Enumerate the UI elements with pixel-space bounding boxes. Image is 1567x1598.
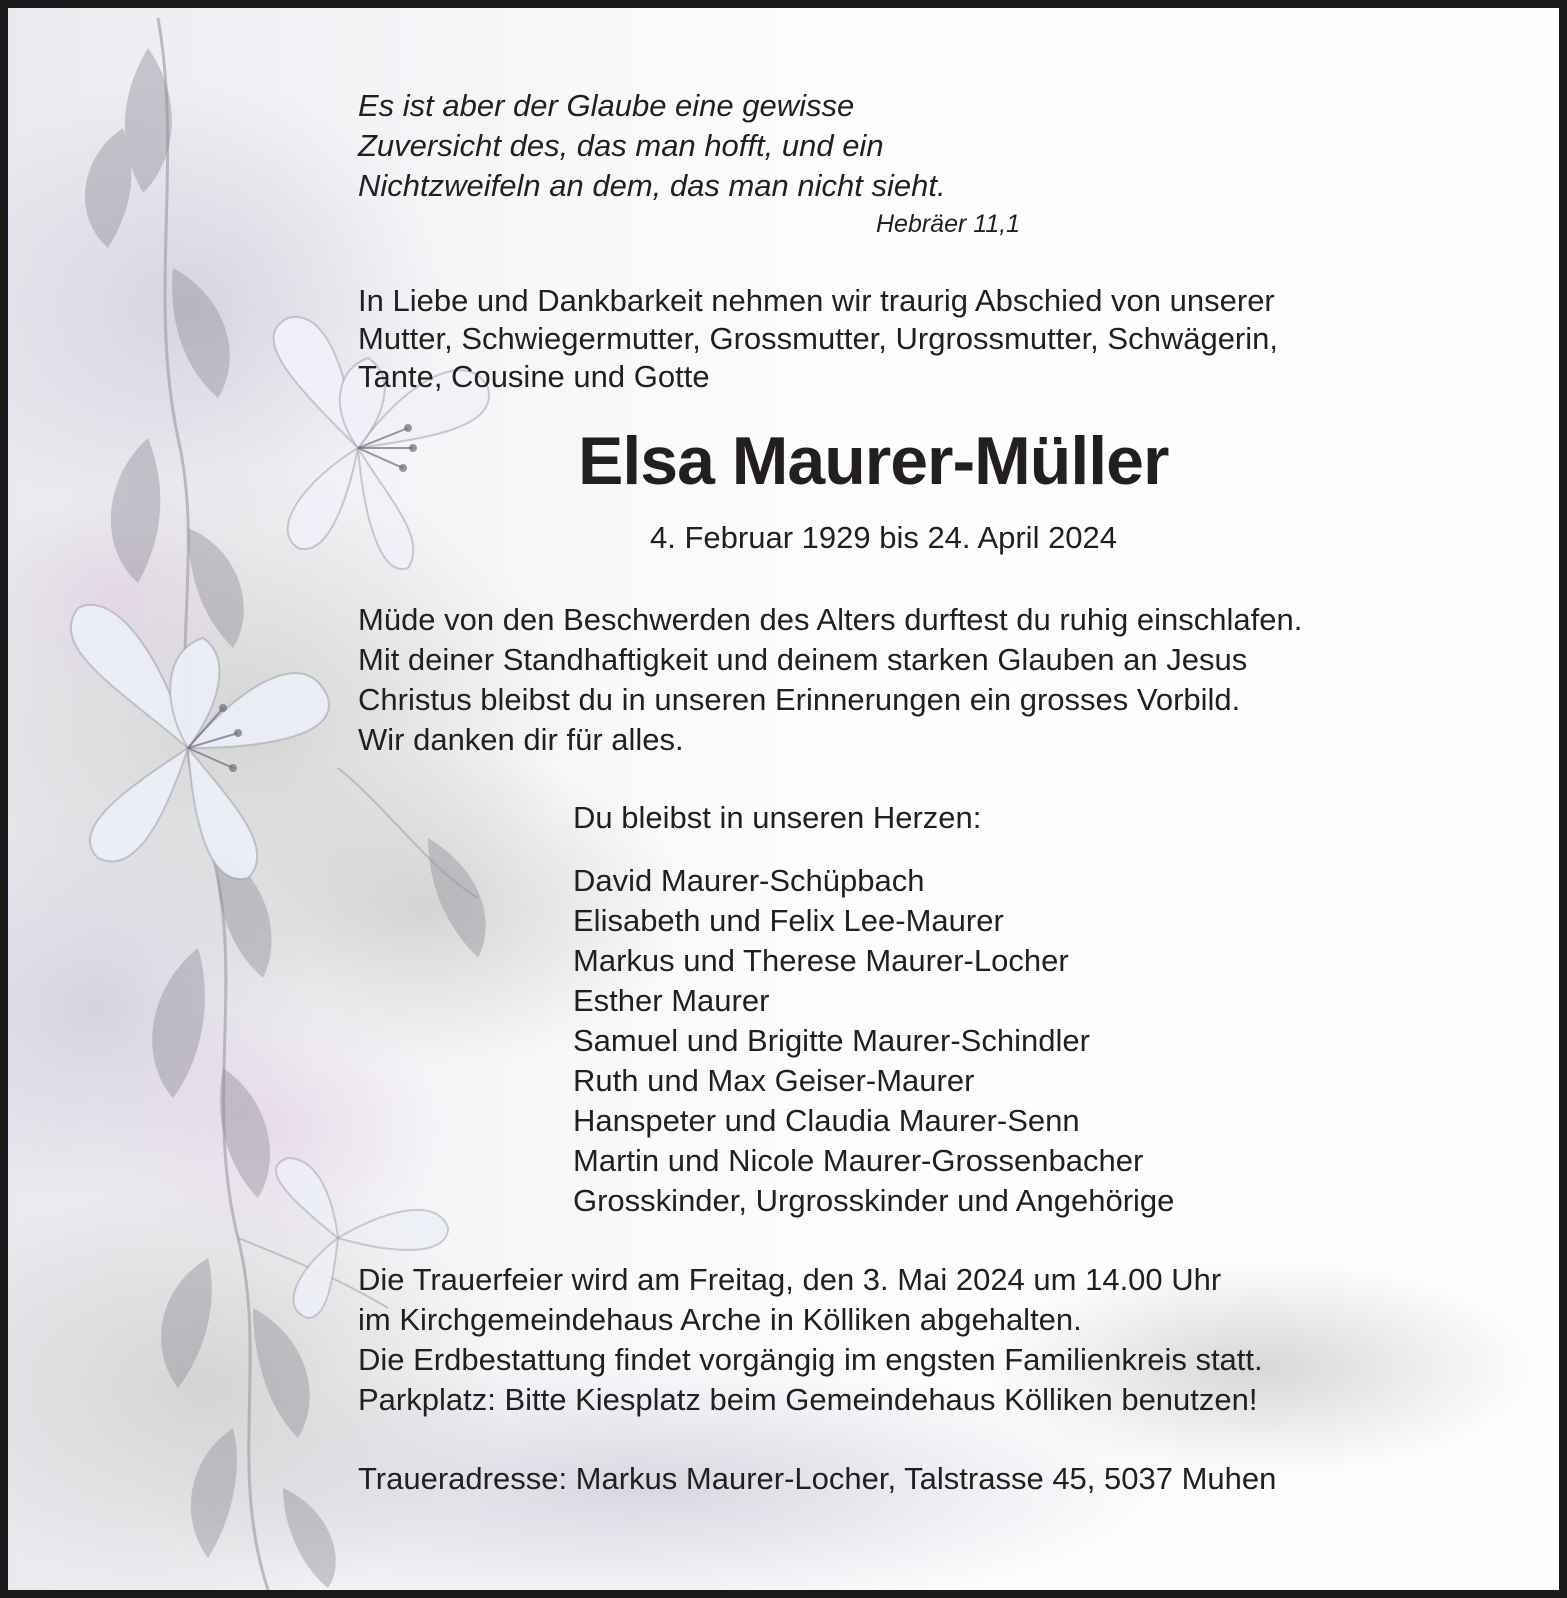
intro-line: Tante, Cousine und Gotte [358,359,710,394]
bible-verse-line: Nichtzweifeln an dem, das man nicht sieht. [358,168,946,203]
mourners-heading: Du bleibst in unseren Herzen: [573,800,982,835]
funeral-info-line: Die Erdbestattung findet vorgängig im engsten Familienkreis statt. [358,1342,1263,1377]
tribute-line: Müde von den Beschwerden des Alters durftest du ruhig einschlafen. [358,602,1303,637]
mourning-address: Traueradresse: Markus Maurer-Locher, Talstrasse 45, 5037 Muhen [358,1461,1277,1496]
mourner-name: Hanspeter und Claudia Maurer-Senn [573,1103,1080,1138]
bible-verse-reference: Hebräer 11,1 [876,210,1021,238]
mourner-name: David Maurer-Schüpbach [573,863,925,898]
bible-verse-line: Es ist aber der Glaube eine gewisse [358,88,855,123]
tribute-line: Christus bleibst du in unseren Erinnerungen ein grosses Vorbild. [358,682,1241,717]
intro-line: In Liebe und Dankbarkeit nehmen wir traurig Abschied von unserer [358,283,1275,318]
life-dates: 4. Februar 1929 bis 24. April 2024 [650,520,1118,555]
bible-verse-line: Zuversicht des, das man hofft, und ein [358,128,884,163]
mourner-name: Grosskinder, Urgrosskinder und Angehörige [573,1183,1175,1218]
funeral-info-line: im Kirchgemeindehaus Arche in Kölliken abgehalten. [358,1302,1082,1337]
funeral-info-line: Parkplatz: Bitte Kiesplatz beim Gemeindehaus Kölliken benutzen! [358,1382,1258,1417]
mourner-name: Esther Maurer [573,983,770,1018]
funeral-info-line: Die Trauerfeier wird am Freitag, den 3. Mai 2024 um 14.00 Uhr [358,1262,1222,1297]
mourner-name: Ruth und Max Geiser-Maurer [573,1063,975,1098]
mourner-name: Samuel und Brigitte Maurer-Schindler [573,1023,1090,1058]
mourner-name: Elisabeth und Felix Lee-Maurer [573,903,1004,938]
intro-line: Mutter, Schwiegermutter, Grossmutter, Urgrossmutter, Schwägerin, [358,321,1278,356]
tribute-line: Wir danken dir für alles. [358,722,684,757]
deceased-name: Elsa Maurer-Müller [578,423,1169,499]
mourner-name: Markus und Therese Maurer-Locher [573,943,1069,978]
mourner-name: Martin und Nicole Maurer-Grossenbacher [573,1143,1144,1178]
tribute-line: Mit deiner Standhaftigkeit und deinem starken Glauben an Jesus [358,642,1248,677]
